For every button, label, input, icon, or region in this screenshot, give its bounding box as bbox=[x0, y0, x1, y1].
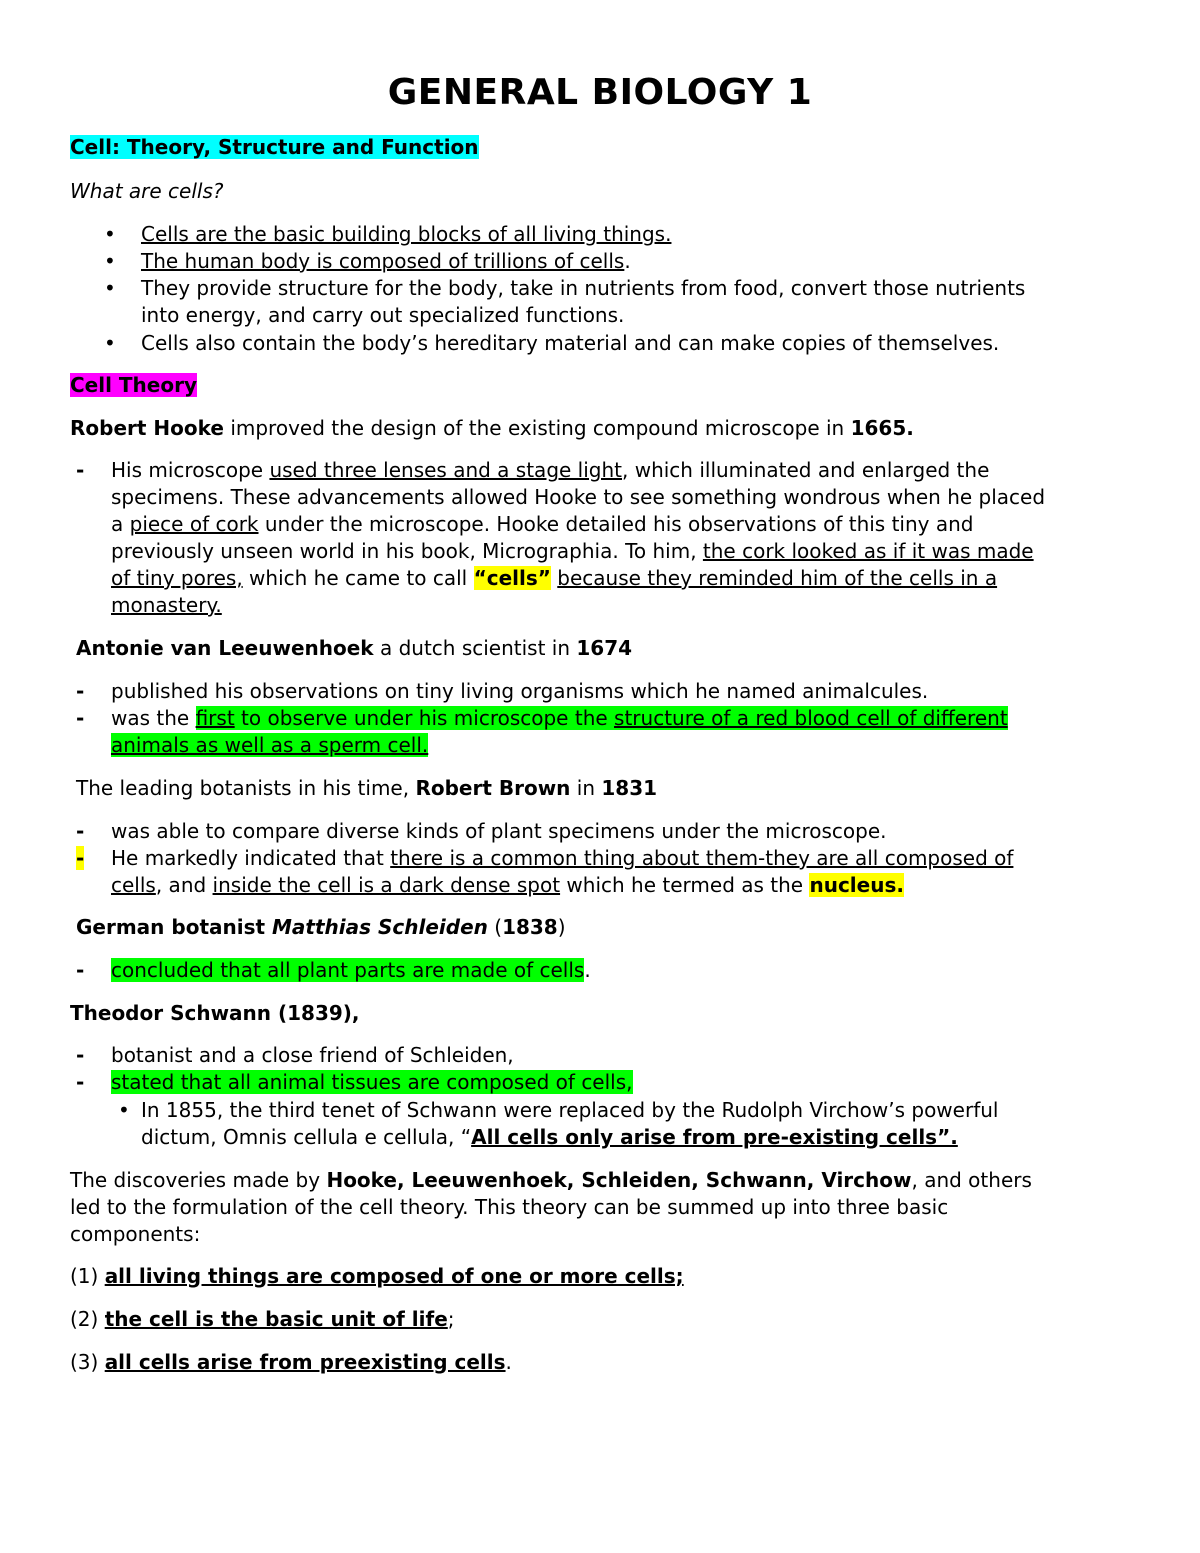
brown-detail-line: was able to compare diverse kinds of plant specimens under the microscope. bbox=[111, 819, 887, 843]
brown-detail-line: cells, and inside the cell is a dark dense spot which he termed as the nucleus. bbox=[111, 873, 904, 897]
dash-marker: - bbox=[76, 1043, 85, 1067]
summary-line: components: bbox=[70, 1222, 201, 1246]
bullet-marker: • bbox=[104, 331, 116, 355]
list-item: Cells are the basic building blocks of all living things. bbox=[141, 222, 672, 246]
bullet-marker: • bbox=[104, 249, 116, 273]
schleiden-paragraph: German botanist Matthias Schleiden (1838) bbox=[76, 915, 566, 939]
hooke-detail-line: of tiny pores, which he came to call “cells” because they reminded him of the cells in a bbox=[111, 566, 998, 590]
page-title: GENERAL BIOLOGY 1 bbox=[387, 72, 813, 113]
summary-line: led to the formulation of the cell theory. This theory can be summed up into three basic bbox=[70, 1195, 949, 1219]
schwann-detail-line: botanist and a close friend of Schleiden, bbox=[111, 1043, 514, 1067]
schwann-detail-line: stated that all animal tissues are composed of cells, bbox=[111, 1070, 633, 1094]
cell-theory-tenet: (2) the cell is the basic unit of life; bbox=[70, 1307, 455, 1331]
schwann-subitem-line: In 1855, the third tenet of Schwann were replaced by the Rudolph Virchow’s powerful bbox=[141, 1098, 999, 1122]
section-heading: Cell: Theory, Structure and Function bbox=[70, 135, 479, 159]
bullet-marker: • bbox=[104, 276, 116, 300]
hooke-detail-line: previously unseen world in his book, Micrographia. To him, the cork looked as if it was made bbox=[111, 539, 1034, 563]
hooke-detail-line: a piece of cork under the microscope. Hooke detailed his observations of this tiny and bbox=[111, 512, 974, 536]
hooke-detail-line: monastery. bbox=[111, 593, 222, 617]
cell-theory-tenet: (3) all cells arise from preexisting cells. bbox=[70, 1350, 512, 1374]
dash-marker: - bbox=[76, 706, 85, 730]
dash-marker: - bbox=[76, 1070, 85, 1094]
list-item: They provide structure for the body, take in nutrients from food, convert those nutrients bbox=[141, 276, 1026, 300]
schwann-heading: Theodor Schwann (1839), bbox=[70, 1001, 360, 1025]
summary-line: The discoveries made by Hooke, Leeuwenhoek, Schleiden, Schwann, Virchow, and others bbox=[70, 1168, 1032, 1192]
list-item-continuation: into energy, and carry out specialized functions. bbox=[141, 303, 625, 327]
cell-theory-tenet: (1) all living things are composed of one or more cells; bbox=[70, 1264, 684, 1288]
list-item: Cells also contain the body’s hereditary material and can make copies of themselves. bbox=[141, 331, 1000, 355]
bullet-marker: • bbox=[118, 1098, 130, 1122]
leeuwenhoek-detail-line: published his observations on tiny living organisms which he named animalcules. bbox=[111, 679, 929, 703]
schleiden-detail-line: concluded that all plant parts are made of cells. bbox=[111, 958, 591, 982]
dash-marker: - bbox=[76, 846, 85, 870]
dash-marker: - bbox=[76, 679, 85, 703]
what-are-cells-question: What are cells? bbox=[70, 179, 224, 203]
leeuwenhoek-paragraph: Antonie van Leeuwenhoek a dutch scientist in 1674 bbox=[76, 636, 633, 660]
leeuwenhoek-detail-line: animals as well as a sperm cell. bbox=[111, 733, 429, 757]
schwann-subitem-line: dictum, Omnis cellula e cellula, “All cells only arise from pre-existing cells”. bbox=[141, 1125, 958, 1149]
dash-marker: - bbox=[76, 819, 85, 843]
dash-marker: - bbox=[76, 458, 85, 482]
cell-theory-heading: Cell Theory bbox=[70, 373, 198, 397]
list-item: The human body is composed of trillions of cells. bbox=[141, 249, 631, 273]
dash-marker: - bbox=[76, 958, 85, 982]
hooke-paragraph: Robert Hooke improved the design of the existing compound microscope in 1665. bbox=[70, 416, 914, 440]
bullet-marker: • bbox=[104, 222, 116, 246]
hooke-detail-line: His microscope used three lenses and a stage light, which illuminated and enlarged the bbox=[111, 458, 990, 482]
brown-detail-line: He markedly indicated that there is a common thing about them-they are all composed of bbox=[111, 846, 1014, 870]
leeuwenhoek-detail-line: was the first to observe under his microscope the structure of a red blood cell of different bbox=[111, 706, 1008, 730]
brown-paragraph: The leading botanists in his time, Robert Brown in 1831 bbox=[76, 776, 658, 800]
hooke-detail-line: specimens. These advancements allowed Hooke to see something wondrous when he placed bbox=[111, 485, 1046, 509]
